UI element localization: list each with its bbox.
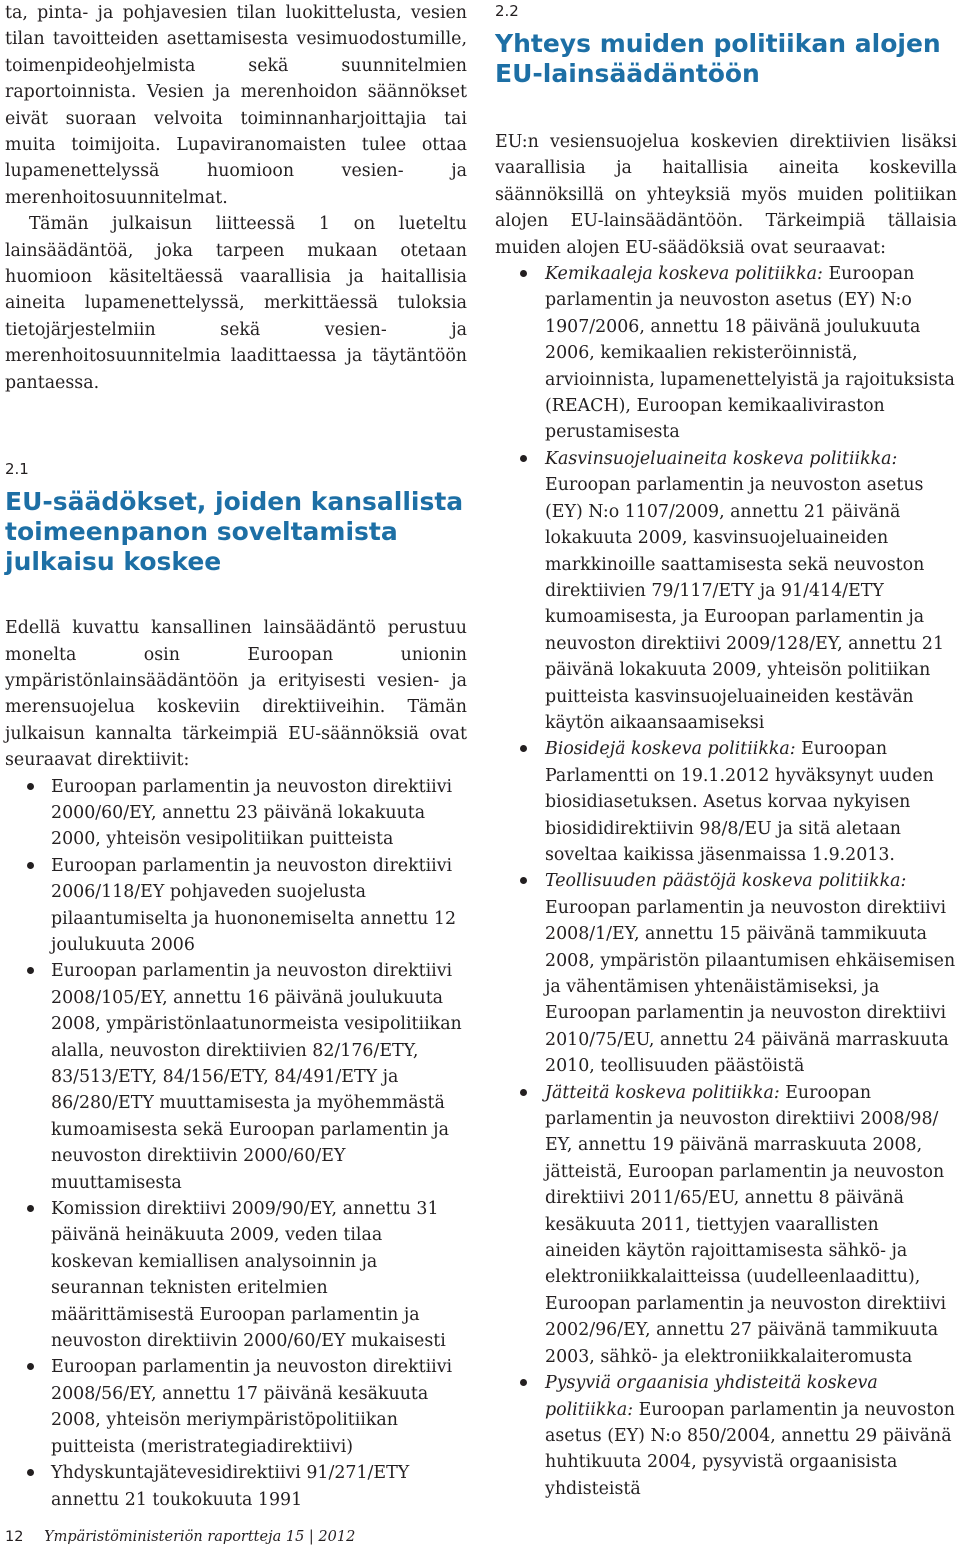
intro-paragraph-2: Tämän julkaisun liitteessä 1 on lueteltu lainsäädäntöä, joka tarpeen mukaan otetaan huomioon käsiteltäessä vaarallisia ja haitallisia aineita lupamenettelyssä, merkittäessä tuloksia tietojärjestelmiin sekä vesien- ja merenhoitosuunnitelmia laadittaessa ja täytäntöön pantaessa. — [5, 214, 467, 393]
list-item-text: Euroopan parlamentin ja neuvoston asetus (EY) N:o 850/2004, annettu 29 päivänä huhtikuuta 2004, pysyvistä orgaanisista yhdisteistä — [545, 1399, 955, 1499]
left-column — [5, 0, 467, 1513]
list-item-lead: Pysyviä orgaanisia yhdisteitä koskeva politiikka: — [545, 1373, 878, 1420]
section-body-paragraph: Edellä kuvattu kansallinen lainsäädäntö perustuu monelta osin Euroopan unionin ympäristönlainsäädäntöön ja erityisesti vesien- ja merensuojelua koskeviin direktiiveihin. Tämän julkaisun kannalta tärkeimpiä EU-säännöksiä ovat seuraavat direktiivit: — [5, 618, 467, 771]
list-item — [495, 261, 957, 446]
series-title: Ympäristöministeriön raportteja 15 | 2012 — [44, 1529, 356, 1545]
policy-list — [495, 261, 957, 1502]
section-body-paragraph: EU:n vesiensuojelua koskevien direktiivien lisäksi vaarallisia ja haitallisia aineita koskevilla säännöksillä on yhteyksiä myös muiden politiikan alojen EU-lainsäädäntöön. Tärkeimpiä tällaisia muiden alojen EU-säädöksiä ovat seuraavat: — [495, 132, 957, 258]
list-item: Euroopan parlamentin ja neuvoston direktiivi 2008/56/EY, annettu 17 päivänä kesäkuuta 2008, yhteisön meriympäristöpolitiikan puitteista (meristrategiadirektiivi) — [5, 1354, 467, 1460]
list-item: Euroopan parlamentin ja neuvoston direktiivi 2006/118/EY pohjaveden suojelusta pilaantumiselta ja huononemiselta annettu 12 joulukuuta 2006 — [5, 853, 467, 959]
list-item: Euroopan parlamentin ja neuvoston direktiivi 2000/60/EY, annettu 23 päivänä lokakuuta 2000, yhteisön vesipolitiikan puitteista — [5, 774, 467, 853]
list-item — [495, 1370, 957, 1502]
list-item — [495, 868, 957, 1079]
list-item-lead: Teollisuuden päästöjä koskeva politiikka: — [545, 871, 907, 892]
list-item-lead: Kasvinsuojeluaineita koskeva politiikka: — [545, 448, 898, 469]
list-item: Yhdyskuntajätevesidirektiivi 91/271/ETY annettu 21 toukokuuta 1991 — [5, 1460, 467, 1513]
list-item-text: Euroopan parlamentin ja neuvoston asetus (EY) N:o 1107/2009, annettu 21 päivänä lokakuuta 2009, kasvinsuojeluaineiden markkinoille saattamisesta sekä neuvoston direktiivien 79/117/ETY ja 91/414/ETY kumoamisesta, ja Euroopan parlamentin ja neuvoston direktiivi 2009/128/EY, annettu 21 päivänä lokakuuta 2009, yhteisön politiikan puitteista kasvinsuojeluaineiden kestävän käytön aikaansaamiseksi — [545, 475, 945, 733]
directive-list — [5, 774, 467, 1513]
list-item-text: Euroopan parlamentin ja neuvoston direktiivi 2008/1/EY, annettu 15 päivänä tammikuuta 2008, ympäristön pilaantumisen ehkäisemisen ja vähentämisen yhtenäistämiseksi, ja Euroopan parlamentin ja neuvoston direktiivi 2010/75/EU, annettu 24 päivänä marraskuuta 2010, teollisuuden päästöistä — [545, 897, 956, 1077]
list-item-lead: Jätteitä koskeva politiikka: — [545, 1082, 780, 1103]
section-title: Yhteys muiden politiikan alojen EU-lainsäädäntöön — [495, 29, 941, 88]
list-item: Euroopan parlamentin ja neuvoston direktiivi 2008/105/EY, annettu 16 päivänä joulukuuta 2008, ympäristönlaatunormeista vesipolitiikan alalla, neuvoston direktiivien 82/176/ETY, 83/513/ETY, 84/156/ETY, 84/491/ETY ja 86/280/ETY muuttamisesta ja myöhemmästä kumoamisesta sekä Euroopan parlamentin ja neuvoston direktiivin 2000/60/EY muuttamisesta — [5, 958, 467, 1196]
list-item-lead: Kemikaaleja koskeva politiikka: — [545, 264, 823, 285]
section-number: 2.2 — [495, 2, 519, 20]
list-item — [495, 1080, 957, 1370]
section-title: EU-säädökset, joiden kansallista toimeenpanon soveltamista julkaisu koskee — [5, 487, 464, 577]
page-number: 12 — [5, 1529, 24, 1545]
list-item-text: Euroopan parlamentin ja neuvoston direktiivi 2008/98/ EY, annettu 19 päivänä marraskuuta 2008, jätteistä, Euroopan parlamentin ja neuvoston direktiivi 2011/65/EU, annettu 8 päivänä kesäkuuta 2011, tiettyjen vaarallisten aineiden käytön rajoittamisesta sähkö- ja elektroniikkalaitteissa (uudelleenlaadittu), Euroopan parlamentin ja neuvoston direktiivi 2002/96/EY, annettu 27 päivänä tammikuuta 2003, sähkö- ja elektroniikkalaiteromusta — [545, 1082, 947, 1367]
list-item — [495, 736, 957, 868]
list-item-text: Euroopan Parlamentti on 19.1.2012 hyväksynyt uuden biosidiasetuksen. Asetus korvaa nykyisen biosididirektiivin 98/8/EU ja sitä aletaan soveltaa kaikissa jäsenmaissa 1.9.2013. — [545, 739, 934, 865]
page-footer — [5, 1528, 355, 1546]
list-item: Komission direktiivi 2009/90/EY, annettu 31 päivänä heinäkuuta 2009, veden tilaa koskevan kemiallisen analysoinnin ja seurannan teknisten eritelmien määrittämisestä Euroopan parlamentin ja neuvoston direktiivin 2000/60/EY mukaisesti — [5, 1196, 467, 1354]
list-item-text: Euroopan parlamentin ja neuvoston asetus (EY) N:o 1907/2006, annettu 18 päivänä joulukuuta 2006, kemikaalien rekisteröinnistä, arvioinnista, lupamenettelyistä ja rajoituksista (REACH), Euroopan kemikaaliviraston perustamisesta — [545, 264, 955, 443]
list-item — [495, 446, 957, 736]
right-column — [495, 0, 957, 1502]
list-item-lead: Biosidejä koskeva politiikka: — [545, 739, 796, 760]
intro-paragraph-1: ta, pinta- ja pohjavesien tilan luokittelusta, vesien tilan tavoitteiden asettamisesta vesimuodostumille, toimenpideohjelmista sekä suunnitelmien raportoinnista. Vesien ja merenhoidon säännökset eivät suoraan velvoita toiminnanharjoittajia tai muita toimijoita. Lupaviranomaisten tulee ottaa lupamenettelyssä huomioon vesien- ja merenhoitosuunnitelmat. — [5, 3, 467, 208]
section-number: 2.1 — [5, 460, 29, 479]
